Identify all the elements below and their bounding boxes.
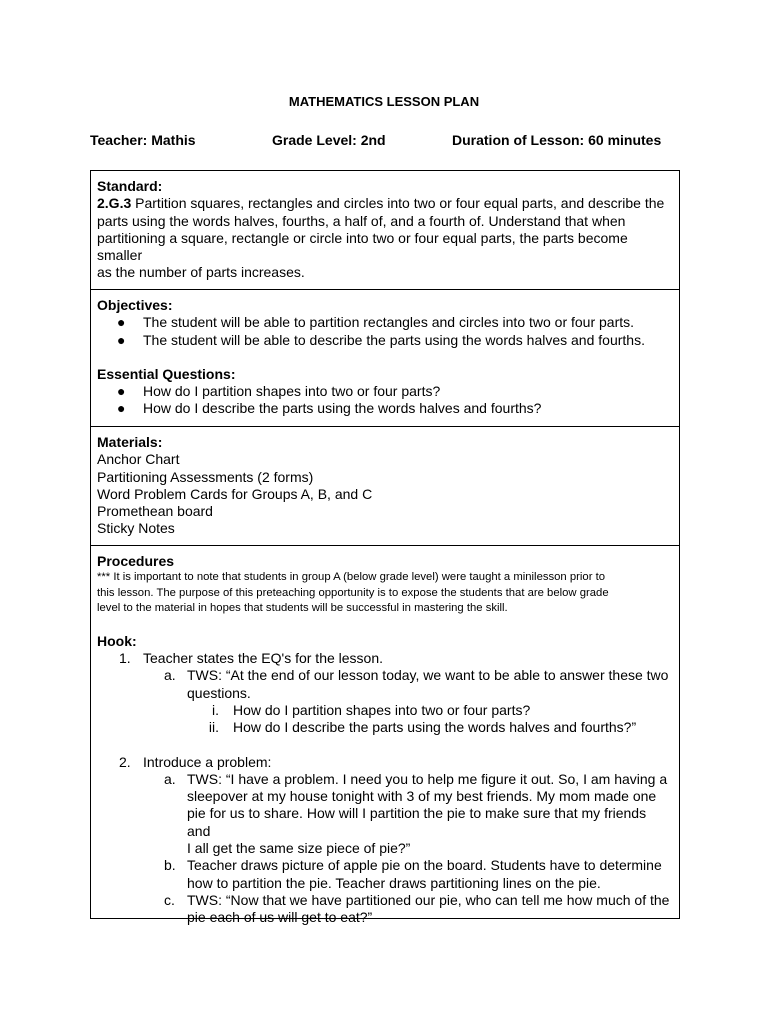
procedures-note-line: level to the material in hopes that students will be successful in mastering the skill. [97,602,508,615]
bullet-icon: ● [117,331,126,348]
roman-text: How do I describe the parts using the words halves and fourths?” [233,719,637,736]
essential-questions-heading: Essential Questions: [97,365,236,382]
substep-line: how to partition the pie. Teacher draws partitioning lines on the pie. [187,874,601,891]
substep-letter: c. [164,891,175,908]
objective-text: The student will be able to describe the parts using the words halves and fourths. [143,331,645,348]
substep-letter: a. [164,667,176,684]
essential-question-item [97,383,673,400]
material-item: Partitioning Assessments (2 forms) [97,468,314,485]
standard-line: as the number of parts increases. [97,264,305,281]
duration-label: Duration of Lesson: 60 minutes [452,132,662,148]
roman-numeral: ii. [208,719,219,736]
material-item: Sticky Notes [97,520,175,537]
materials-cell [91,426,679,545]
substep-line: TWS: “I have a problem. I need you to help me figure it out. So, I am having a [187,770,668,787]
question-text: How do I partition shapes into two or four parts? [143,383,441,400]
substep-line: TWS: “At the end of our lesson today, we want to be able to answer these two [187,667,669,684]
substep-line: TWS: “Now that we have partitioned our pie, who can tell me how much of the [187,891,670,908]
step-text: Teacher states the EQ's for the lesson. [143,650,384,667]
procedures-heading: Procedures [97,553,175,569]
substep-item [97,892,673,927]
roman-numeral: i. [212,701,219,718]
teacher-label: Teacher: Mathis [90,132,196,148]
substep-line: Teacher draws picture of apple pie on the board. Students have to determine [187,857,662,874]
substep-line: pie for us to share. How will I partition the pie to make sure that my friends and [187,805,647,839]
step-item [97,650,673,667]
objective-item [97,314,673,331]
lesson-plan-table [90,170,680,926]
page-title: MATHEMATICS LESSON PLAN [288,94,480,109]
materials-heading: Materials: [97,434,163,450]
standard-line: Partition squares, rectangles and circles into two or four equal parts, and describe the [131,195,665,212]
objective-item [97,332,673,349]
substep-line: pie each of us will get to eat?” [187,909,373,926]
substep-letter: b. [164,857,176,874]
step-item [97,754,673,771]
procedures-note-line: *** It is important to note that students in group A (below grade level) were taught a minilesson prior to [97,571,606,584]
roman-text: How do I partition shapes into two or four parts? [233,701,531,718]
bullet-icon: ● [117,314,126,331]
hook-heading: Hook: [97,632,137,649]
substep-item [97,667,673,702]
material-item: Word Problem Cards for Groups A, B, and C [97,485,373,502]
objectives-heading: Objectives: [97,297,173,313]
substep-line: questions. [187,684,251,701]
procedures-note-line: this lesson. The purpose of this preteaching opportunity is to expose the students that are below grade [97,586,609,599]
step-number: 1. [119,650,131,667]
substep-item [97,857,673,892]
standard-heading: Standard: [97,178,163,194]
standard-code: 2.G.3 [97,195,132,212]
objectives-cell [91,289,679,426]
step-number: 2. [119,753,131,770]
substep-item [97,771,673,857]
substep-letter: a. [164,770,176,787]
material-item: Promethean board [97,503,213,520]
standard-line: parts using the words halves, fourths, a half of, and a fourth of. Understand that when [97,212,626,229]
standard-cell [91,171,679,289]
substep-line: sleepover at my house tonight with 3 of my best friends. My mom made one [187,788,657,805]
bullet-icon: ● [117,383,126,400]
standard-line: partitioning a square, rectangle or circle into two or four equal parts, the parts become smaller [97,229,628,264]
grade-level-label: Grade Level: 2nd [272,132,386,148]
essential-question-item [97,400,673,417]
material-item: Anchor Chart [97,451,180,468]
procedures-cell [91,545,679,926]
step-text: Introduce a problem: [143,753,272,770]
objective-text: The student will be able to partition rectangles and circles into two or four parts. [143,314,635,331]
question-text: How do I describe the parts using the words halves and fourths? [143,400,542,417]
roman-item [97,702,673,719]
roman-item [97,719,673,736]
standard-text [97,195,673,212]
bullet-icon: ● [117,400,126,417]
substep-line: I all get the same size piece of pie?” [187,840,411,857]
